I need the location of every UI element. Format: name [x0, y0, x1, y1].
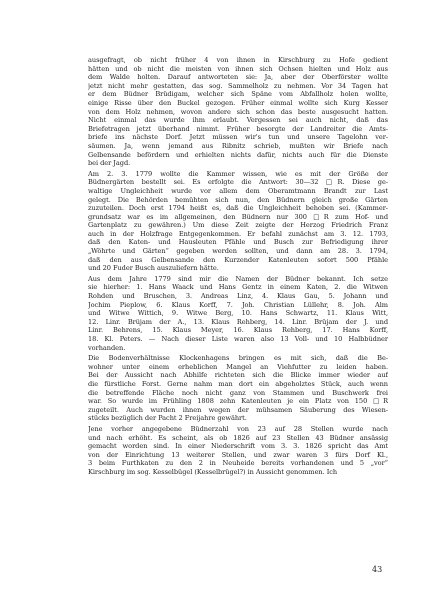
text-line: die fürstliche Forst. Gerne nahm man dort ein abgeholztes Stück, auch wenn [88, 379, 388, 388]
text-line: war. So wurde im Frühling 1808 zehn Katenleuten je ein Platz von 150 □R [88, 397, 388, 406]
text-line: Linr. Behrens, 15. Klaus Meyer, 16. Klaus Rehberg, 17. Hans Korff, [88, 326, 388, 335]
paragraph [88, 354, 388, 423]
text-line: Am 2. 3. 1779 wollte die Kammer wissen, wie es mit der Größe der [88, 169, 388, 178]
text-line: zuzuteilen. Doch erst 1794 heißt es, daß die Ungleichheit behoben sei. (Kammer- [88, 204, 388, 213]
text-line: Gelbensande befördern und erhielten nichts dafür, nichts auch für die Dienste [88, 150, 388, 159]
text-line: Jochim Pieplow, 6. Klaus Korff, 7. Joh. Christian Lüllehr, 8. Joh. Alm [88, 300, 388, 309]
text-line: jetzt nicht mehr gestatten, das sog. Sammelholz zu nehmen. Vor 34 Tagen hat [88, 81, 388, 90]
text-line: und 20 Fuder Busch auszuliefern hätte. [88, 264, 219, 273]
text-line: hätten und ob nicht die meisten von ihnen sich Ochsen hielten und Holz aus [88, 64, 388, 73]
text-line: Gartenplatz zu gewähren.) Um diese Zeit zeigte der Herzog Friedrich Franz [88, 221, 388, 230]
text-line: bei der Jagd. [88, 159, 131, 168]
text-line: sie hierher: 1. Hans Waack und Hans Gentz in einem Katen, 2. die Witwen [88, 283, 388, 292]
text-line: gelegt. Die Behörden bemühten sich nun, den Büdnern gleich große Gärten [88, 195, 388, 204]
text-line: 12. Linr. Brüjam der A., 13. Klaus Rehberg, 14. Linr. Brüjam der J. und [88, 317, 388, 326]
text-line: Aus dem Jahre 1779 sind mir die Namen der Büdner bekannt. Ich setze [88, 274, 388, 283]
text-line: grundsatz war es im allgemeinen, den Büdnern nur 300 □R zum Hof- und [88, 212, 388, 221]
text-line: Kirschburg im sog. Kesselbügel (Kesselbrügel?) in Aussicht genommen. Ich [88, 467, 338, 476]
text-line: Rohden und Bruschen, 3. Andreas Linz, 4. Klaus Gau, 5. Johann und [88, 292, 388, 301]
paragraph [88, 56, 388, 168]
paragraph [88, 170, 388, 273]
text-line: ausgefragt, ob nicht früher 4 von ihnen in Kirschburg zu Hofe gedient [88, 56, 388, 64]
text-line: „Wöhrte und Gärten“ gegeben werden sollten, und dann am 28. 3. 1794, [88, 247, 388, 256]
text-line: waltige Ungleichheit wurde vor allem dem Oberamtmann Brandt zur Last [88, 186, 388, 195]
text-line: stücks bezüglich der Pacht 2 Freijahre gewährt. [88, 414, 247, 423]
paragraph [88, 275, 388, 352]
text-line: 3 beim Furthkaten zu den 2 in Neuheide bereits vorhandenen und 5 „vor“ [88, 459, 388, 468]
text-line: briefe ins nächste Dorf. Jetzt müssen wir's tun und unsere Tagelohn ver- [88, 133, 388, 142]
text-line: er dem Büdner Brüdigam, welcher sich Späne vom Abfallholz holen wollte, [88, 90, 388, 99]
text-line: daß den aus Gelbensande den Kurzender Katenleuten sofort 500 Pfähle [88, 255, 388, 264]
text-line: die betreffende Fläche noch nicht ganz von Stammen und Buschwerk frei [88, 388, 388, 397]
text-line: Die Bodenverhältnisse Klockenhagens bringen es mit sich, daß die Be- [88, 354, 388, 363]
text-line: Briefetragen jetzt überhand nimmt. Früher besorgte der Landreiter die Amts- [88, 124, 388, 133]
text-line: von der Einrichtung 13 weiterer Stellen, und zwar waren 3 fürs Dorf Kl., [88, 450, 388, 459]
text-line: zugeteilt. Auch wurden ihnen wegen der mühsamen Säuberung des Wiesen- [88, 405, 388, 414]
body-text [88, 56, 388, 477]
text-line: gemacht worden sind. In einer Niederschrift vom 3. 3. 1826 spricht das Amt [88, 442, 388, 451]
text-line: vorhanden. [88, 343, 126, 352]
text-line: Jene vorher angegebene Büdnerzahl von 23 auf 28 Stellen wurde nach [88, 424, 388, 433]
text-line: einige Risse über den Buckel gezogen. Früher einmal wollte sich Kurg Kesser [88, 98, 388, 107]
text-line: Bei der Aussicht nach Abhilfe richteten sich die Blicke immer wieder auf [88, 371, 388, 380]
paragraph [88, 425, 388, 477]
text-line: 18. Kl. Peters. — Nach dieser Liste waren also 13 Voll- und 10 Halbbüdner [88, 335, 388, 343]
text-line: wohner unter einem erheblichen Mangel an Viehfutter zu leiden haben. [88, 362, 388, 371]
text-line: von dem Holz nehmen, wovon andere sich schon das beste ausgesucht hatten. [88, 107, 388, 116]
text-line: Büdnergärten bestellt sei. Es erfolgte die Antwort: 30—32 □R. Diese ge- [88, 178, 388, 187]
text-line: Nicht einmal das wurde ihm erlaubt. Vergessen sei auch nicht, daß das [88, 116, 388, 125]
text-line: und Witwe Wittich, 9. Witwe Berg, 10. Hans Schwartz, 11. Klaus Witt, [88, 309, 388, 318]
text-line: dem Walde holten. Darauf antworteten sie: Ja, aber der Oberförster wollte [88, 73, 388, 82]
page-number: 43 [372, 565, 383, 574]
text-line: säumen. Ja, wenn jemand aus Ribnitz schrieb, mußten wir Briefe nach [88, 141, 388, 150]
text-line: daß den Katen- und Hausleuten Pfähle und Busch zur Befriedigung ihrer [88, 238, 388, 247]
text-line: und nach erhöht. Es scheint, als ob 1826 auf 23 Stellen 43 Büdner ansässig [88, 433, 388, 442]
text-line: auch in der Holzfrage Entgegenkommen. Er befahl zunächst am 3. 12. 1793, [88, 229, 388, 238]
